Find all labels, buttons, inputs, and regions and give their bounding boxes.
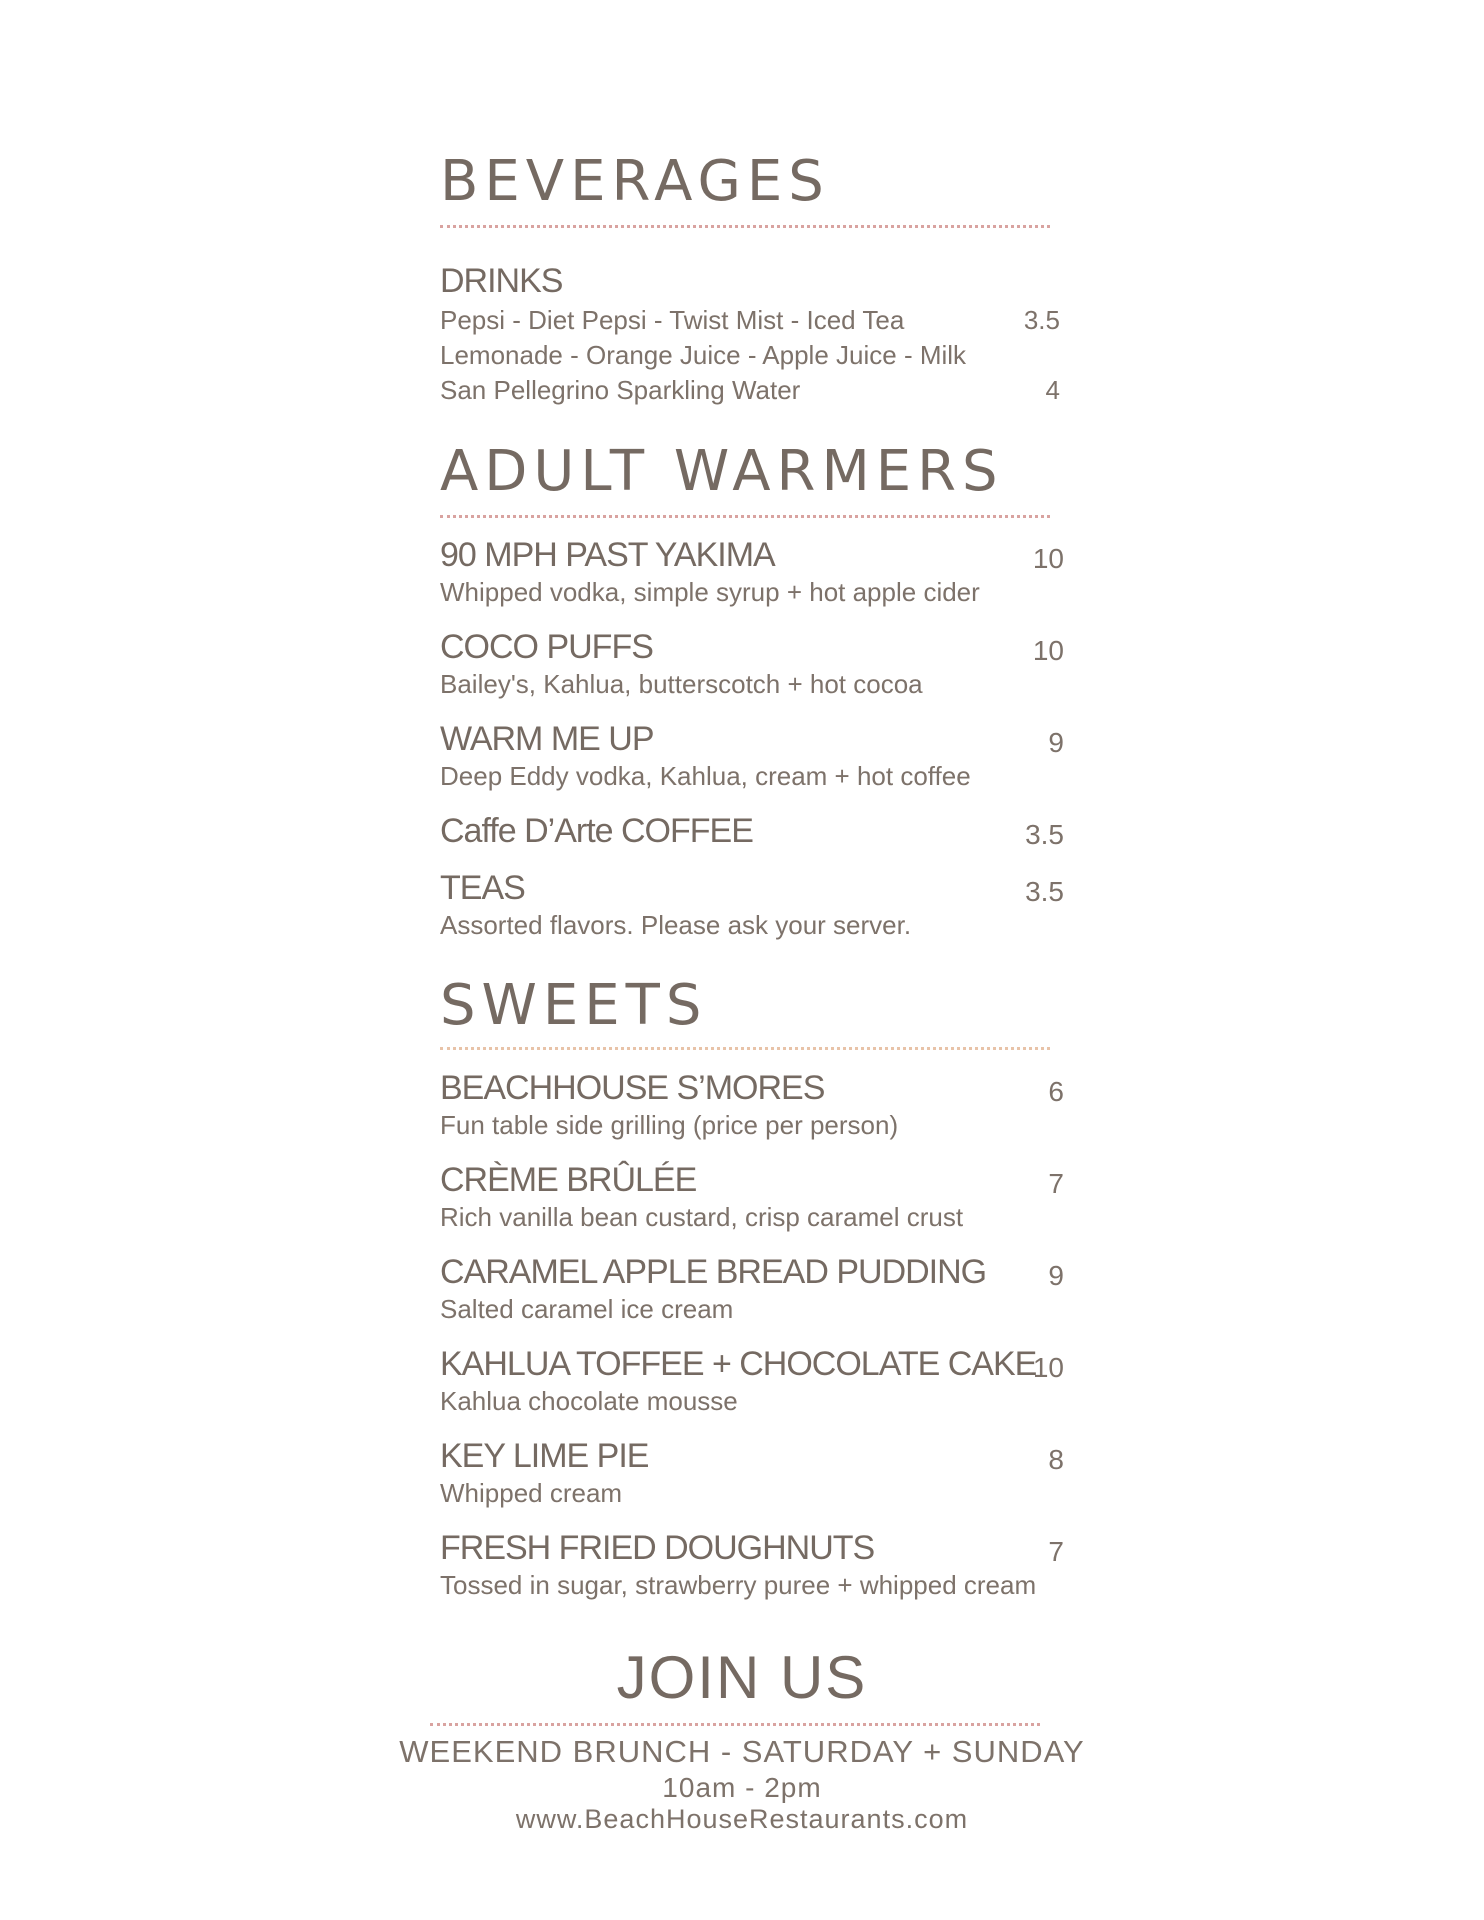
item-description: Whipped vodka, simple syrup + hot apple cider [440,577,980,607]
adult-warmers-title: ADULT WARMERS [440,439,1004,504]
item-description: Whipped cream [440,1478,623,1508]
drink-line-text: San Pellegrino Sparkling Water [440,375,801,405]
drink-line-text: Pepsi - Diet Pepsi - Twist Mist - Iced Tea [440,305,905,335]
menu-item [440,1344,1064,1418]
drink-line-price: 4 [1045,375,1060,405]
drinks-heading: DRINKS [440,262,563,300]
sweets-divider [440,1047,1050,1050]
item-price: 10 [1032,635,1064,666]
beverages-title: BEVERAGES [440,149,830,214]
item-name: Caffe D’Arte COFFEE [440,812,753,850]
item-description: Assorted flavors. Please ask your server. [440,910,912,940]
sweets-title: SWEETS [440,973,708,1038]
item-description: Bailey's, Kahlua, butterscotch + hot cocoa [440,669,923,699]
drink-line [440,340,1060,371]
menu-item [440,811,1064,851]
item-price: 3.5 [1025,819,1064,850]
item-price: 6 [1048,1076,1064,1107]
drink-line [440,305,1060,336]
item-price: 7 [1048,1168,1064,1199]
item-price: 9 [1048,727,1064,758]
item-name: CRÈME BRÛLÉE [440,1161,697,1199]
adult-warmers-divider [440,515,1050,518]
item-name: COCO PUFFS [440,628,653,666]
menu-item [440,1252,1064,1326]
item-price: 8 [1048,1444,1064,1475]
menu-item [440,535,1064,609]
item-description: Tossed in sugar, strawberry puree + whipped cream [440,1570,1037,1600]
item-description: Fun table side grilling (price per person) [440,1110,899,1140]
beverages-divider [440,225,1050,228]
menu-item [440,1068,1064,1142]
item-name: FRESH FRIED DOUGHNUTS [440,1529,875,1567]
menu-item [440,1160,1064,1234]
item-description: Rich vanilla bean custard, crisp caramel crust [440,1202,964,1232]
menu-item [440,868,1064,942]
drink-line [440,375,1060,406]
item-name: TEAS [440,869,525,907]
item-price: 10 [1032,1352,1064,1383]
item-price: 7 [1048,1536,1064,1567]
join-us-divider [430,1723,1040,1726]
brunch-line: WEEKEND BRUNCH - SATURDAY + SUNDAY [399,1734,1085,1769]
menu-item [440,1436,1064,1510]
item-price: 9 [1048,1260,1064,1291]
item-price: 10 [1032,543,1064,574]
item-description: Salted caramel ice cream [440,1294,734,1324]
website-link[interactable]: www.BeachHouseRestaurants.com [515,1804,969,1834]
menu-item [440,627,1064,701]
item-description: Deep Eddy vodka, Kahlua, cream + hot coffee [440,761,971,791]
item-name: CARAMEL APPLE BREAD PUDDING [440,1253,987,1291]
item-description: Kahlua chocolate mousse [440,1386,738,1416]
item-price: 3.5 [1025,876,1064,907]
brunch-hours: 10am - 2pm [662,1772,822,1803]
item-name: KAHLUA TOFFEE + CHOCOLATE CAKE [440,1345,1037,1383]
item-name: WARM ME UP [440,720,654,758]
menu-item [440,719,1064,793]
menu-item [440,1528,1064,1602]
drink-line-price: 3.5 [1023,305,1060,335]
item-name: KEY LIME PIE [440,1437,649,1475]
drink-line-text: Lemonade - Orange Juice - Apple Juice - Milk [440,340,967,370]
join-us-title: JOIN US [616,1644,868,1711]
item-name: 90 MPH PAST YAKIMA [440,536,775,574]
item-name: BEACHHOUSE S’MORES [440,1069,825,1107]
